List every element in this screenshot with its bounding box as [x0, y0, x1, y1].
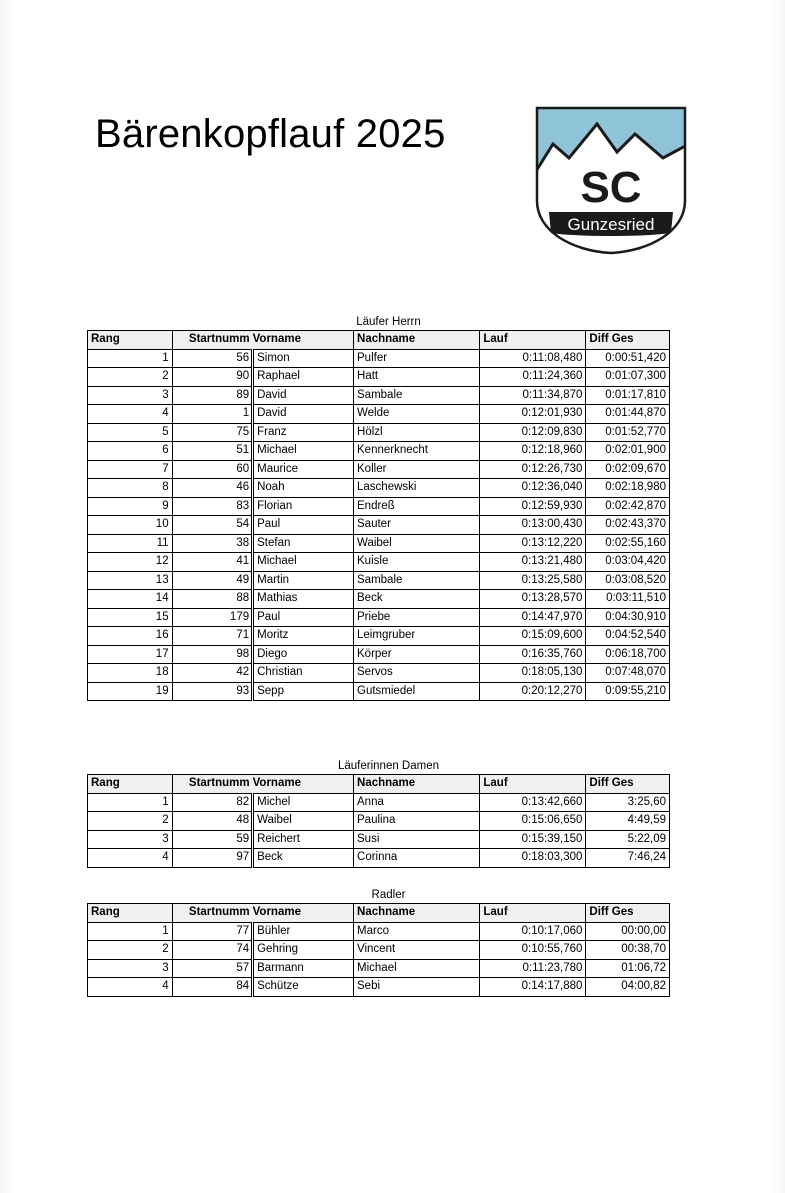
cell-startnummer: 84 [172, 978, 253, 997]
cell-lauf: 0:13:28,570 [480, 590, 586, 609]
cell-nachname: Corinna [354, 849, 480, 868]
table-row [88, 423, 670, 442]
cell-lauf: 0:11:24,360 [480, 368, 586, 387]
cell-vorname: Sepp [253, 682, 354, 701]
cell-vorname: Gehring [253, 941, 354, 960]
cell-rang: 5 [88, 423, 173, 442]
cell-rang: 17 [88, 645, 173, 664]
cell-rang: 1 [88, 922, 173, 941]
header-diff: Diff Ges [586, 775, 670, 794]
table-row [88, 553, 670, 572]
cell-startnummer: 1 [172, 405, 253, 424]
cell-lauf: 0:10:17,060 [480, 922, 586, 941]
cell-nachname: Susi [354, 830, 480, 849]
cell-nachname: Michael [354, 959, 480, 978]
section-laeufer-herrn [87, 315, 670, 701]
cell-vorname: Paul [253, 516, 354, 535]
cell-nachname: Laschewski [354, 479, 480, 498]
table-row [88, 978, 670, 997]
cell-nachname: Kennerknecht [354, 442, 480, 461]
header-lauf: Lauf [480, 904, 586, 923]
cell-startnummer: 74 [172, 941, 253, 960]
cell-lauf: 0:10:55,760 [480, 941, 586, 960]
header-rang: Rang [88, 775, 173, 794]
cell-vorname: Simon [253, 349, 354, 368]
cell-startnummer: 89 [172, 386, 253, 405]
cell-nachname: Endreß [354, 497, 480, 516]
cell-diff: 0:04:30,910 [586, 608, 670, 627]
cell-nachname: Leimgruber [354, 627, 480, 646]
cell-nachname: Koller [354, 460, 480, 479]
cell-lauf: 0:20:12,270 [480, 682, 586, 701]
cell-diff: 0:01:07,300 [586, 368, 670, 387]
header-rang: Rang [88, 331, 173, 350]
table-row [88, 849, 670, 868]
cell-nachname: Vincent [354, 941, 480, 960]
page-title: Bärenkopflauf 2025 [95, 112, 446, 156]
cell-lauf: 0:13:12,220 [480, 534, 586, 553]
table-header-row [88, 331, 670, 350]
cell-diff: 0:02:18,980 [586, 479, 670, 498]
cell-rang: 4 [88, 405, 173, 424]
cell-diff: 5:22,09 [586, 830, 670, 849]
table-row [88, 941, 670, 960]
cell-nachname: Waibel [354, 534, 480, 553]
cell-rang: 8 [88, 479, 173, 498]
cell-rang: 4 [88, 849, 173, 868]
cell-nachname: Sebi [354, 978, 480, 997]
cell-diff: 04:00,82 [586, 978, 670, 997]
cell-vorname: David [253, 405, 354, 424]
table-row [88, 386, 670, 405]
cell-diff: 0:04:52,540 [586, 627, 670, 646]
cell-rang: 12 [88, 553, 173, 572]
cell-lauf: 0:15:39,150 [480, 830, 586, 849]
cell-startnummer: 83 [172, 497, 253, 516]
cell-lauf: 0:11:34,870 [480, 386, 586, 405]
cell-nachname: Kuisle [354, 553, 480, 572]
cell-startnummer: 59 [172, 830, 253, 849]
section-title: Läufer Herrn [356, 316, 421, 328]
header-startnummer: Startnumm [172, 775, 253, 794]
cell-rang: 14 [88, 590, 173, 609]
cell-diff: 0:03:04,420 [586, 553, 670, 572]
cell-vorname: Raphael [253, 368, 354, 387]
cell-startnummer: 75 [172, 423, 253, 442]
cell-diff: 0:02:55,160 [586, 534, 670, 553]
cell-diff: 0:02:43,370 [586, 516, 670, 535]
cell-rang: 2 [88, 941, 173, 960]
table-row [88, 590, 670, 609]
cell-rang: 3 [88, 386, 173, 405]
cell-diff: 01:06,72 [586, 959, 670, 978]
cell-rang: 4 [88, 978, 173, 997]
cell-vorname: Mathias [253, 590, 354, 609]
cell-rang: 13 [88, 571, 173, 590]
cell-nachname: Sambale [354, 386, 480, 405]
cell-nachname: Anna [354, 793, 480, 812]
table-row [88, 516, 670, 535]
cell-startnummer: 56 [172, 349, 253, 368]
cell-diff: 0:02:09,670 [586, 460, 670, 479]
cell-startnummer: 54 [172, 516, 253, 535]
cell-startnummer: 179 [172, 608, 253, 627]
cell-lauf: 0:14:47,970 [480, 608, 586, 627]
cell-vorname: Michael [253, 553, 354, 572]
cell-startnummer: 82 [172, 793, 253, 812]
club-logo [535, 106, 687, 256]
cell-vorname: Schütze [253, 978, 354, 997]
cell-diff: 0:01:44,870 [586, 405, 670, 424]
header-vorname: Vorname [253, 775, 354, 794]
cell-vorname: Bühler [253, 922, 354, 941]
results-table [87, 330, 670, 701]
cell-startnummer: 41 [172, 553, 253, 572]
table-row [88, 627, 670, 646]
cell-diff: 0:01:52,770 [586, 423, 670, 442]
cell-diff: 0:03:11,510 [586, 590, 670, 609]
cell-rang: 1 [88, 793, 173, 812]
cell-diff: 0:09:55,210 [586, 682, 670, 701]
cell-vorname: David [253, 386, 354, 405]
cell-diff: 00:38,70 [586, 941, 670, 960]
cell-startnummer: 38 [172, 534, 253, 553]
cell-nachname: Marco [354, 922, 480, 941]
header-startnummer: Startnumm [172, 331, 253, 350]
cell-rang: 18 [88, 664, 173, 683]
section-title: Radler [371, 889, 406, 901]
cell-vorname: Moritz [253, 627, 354, 646]
cell-nachname: Körper [354, 645, 480, 664]
cell-lauf: 0:18:03,300 [480, 849, 586, 868]
table-row [88, 682, 670, 701]
cell-vorname: Michel [253, 793, 354, 812]
cell-rang: 2 [88, 812, 173, 831]
cell-rang: 10 [88, 516, 173, 535]
table-row [88, 442, 670, 461]
cell-diff: 0:01:17,810 [586, 386, 670, 405]
results-table [87, 774, 670, 868]
cell-lauf: 0:12:26,730 [480, 460, 586, 479]
cell-lauf: 0:12:59,930 [480, 497, 586, 516]
cell-vorname: Beck [253, 849, 354, 868]
cell-nachname: Sauter [354, 516, 480, 535]
cell-startnummer: 49 [172, 571, 253, 590]
sc-gunzesried-logo [535, 106, 687, 256]
table-row [88, 645, 670, 664]
cell-diff: 0:02:42,870 [586, 497, 670, 516]
table-row [88, 571, 670, 590]
table-header-row [88, 775, 670, 794]
cell-lauf: 0:16:35,760 [480, 645, 586, 664]
cell-rang: 3 [88, 830, 173, 849]
cell-rang: 16 [88, 627, 173, 646]
table-header-row [88, 904, 670, 923]
cell-lauf: 0:12:01,930 [480, 405, 586, 424]
cell-diff: 7:46,24 [586, 849, 670, 868]
cell-startnummer: 90 [172, 368, 253, 387]
table-row [88, 349, 670, 368]
cell-diff: 0:02:01,900 [586, 442, 670, 461]
table-row [88, 368, 670, 387]
section-laeuferinnen-damen [87, 759, 670, 868]
cell-lauf: 0:12:09,830 [480, 423, 586, 442]
cell-vorname: Diego [253, 645, 354, 664]
cell-startnummer: 42 [172, 664, 253, 683]
cell-rang: 7 [88, 460, 173, 479]
cell-diff: 0:07:48,070 [586, 664, 670, 683]
cell-startnummer: 88 [172, 590, 253, 609]
header-rang: Rang [88, 904, 173, 923]
table-row [88, 922, 670, 941]
cell-vorname: Martin [253, 571, 354, 590]
cell-vorname: Florian [253, 497, 354, 516]
cell-startnummer: 97 [172, 849, 253, 868]
cell-lauf: 0:11:23,780 [480, 959, 586, 978]
cell-vorname: Noah [253, 479, 354, 498]
header-nachname: Nachname [354, 775, 480, 794]
cell-startnummer: 51 [172, 442, 253, 461]
cell-lauf: 0:13:42,660 [480, 793, 586, 812]
cell-vorname: Maurice [253, 460, 354, 479]
cell-diff: 4:49,59 [586, 812, 670, 831]
logo-text-gunzesried: Gunzesried [567, 215, 655, 234]
cell-diff: 0:06:18,700 [586, 645, 670, 664]
cell-nachname: Priebe [354, 608, 480, 627]
cell-rang: 2 [88, 368, 173, 387]
cell-rang: 11 [88, 534, 173, 553]
header-diff: Diff Ges [586, 904, 670, 923]
cell-vorname: Michael [253, 442, 354, 461]
cell-lauf: 0:15:09,600 [480, 627, 586, 646]
cell-startnummer: 46 [172, 479, 253, 498]
results-table [87, 903, 670, 997]
header-nachname: Nachname [354, 904, 480, 923]
cell-startnummer: 98 [172, 645, 253, 664]
cell-startnummer: 48 [172, 812, 253, 831]
header-lauf: Lauf [480, 331, 586, 350]
cell-rang: 1 [88, 349, 173, 368]
table-row [88, 608, 670, 627]
table-row [88, 793, 670, 812]
cell-lauf: 0:11:08,480 [480, 349, 586, 368]
section-title: Läuferinnen Damen [337, 760, 439, 772]
cell-startnummer: 71 [172, 627, 253, 646]
cell-lauf: 0:14:17,880 [480, 978, 586, 997]
header-vorname: Vorname [253, 904, 354, 923]
cell-vorname: Paul [253, 608, 354, 627]
cell-lauf: 0:12:18,960 [480, 442, 586, 461]
header-nachname: Nachname [354, 331, 480, 350]
cell-lauf: 0:12:36,040 [480, 479, 586, 498]
logo-text-sc: SC [580, 163, 642, 212]
cell-vorname: Stefan [253, 534, 354, 553]
header-startnummer: Startnumm [172, 904, 253, 923]
cell-lauf: 0:13:25,580 [480, 571, 586, 590]
cell-vorname: Franz [253, 423, 354, 442]
section-radler [87, 888, 670, 997]
cell-nachname: Welde [354, 405, 480, 424]
cell-startnummer: 77 [172, 922, 253, 941]
cell-nachname: Hatt [354, 368, 480, 387]
cell-lauf: 0:15:06,650 [480, 812, 586, 831]
cell-nachname: Sambale [354, 571, 480, 590]
cell-lauf: 0:13:21,480 [480, 553, 586, 572]
cell-lauf: 0:18:05,130 [480, 664, 586, 683]
table-row [88, 479, 670, 498]
cell-nachname: Gutsmiedel [354, 682, 480, 701]
table-row [88, 830, 670, 849]
cell-vorname: Christian [253, 664, 354, 683]
table-row [88, 812, 670, 831]
cell-nachname: Hölzl [354, 423, 480, 442]
cell-diff: 0:03:08,520 [586, 571, 670, 590]
cell-diff: 00:00,00 [586, 922, 670, 941]
cell-diff: 0:00:51,420 [586, 349, 670, 368]
cell-nachname: Beck [354, 590, 480, 609]
cell-nachname: Paulina [354, 812, 480, 831]
table-row [88, 664, 670, 683]
cell-rang: 9 [88, 497, 173, 516]
cell-startnummer: 93 [172, 682, 253, 701]
header-lauf: Lauf [480, 775, 586, 794]
cell-nachname: Pulfer [354, 349, 480, 368]
table-row [88, 497, 670, 516]
table-row [88, 405, 670, 424]
cell-rang: 3 [88, 959, 173, 978]
cell-rang: 6 [88, 442, 173, 461]
cell-nachname: Servos [354, 664, 480, 683]
cell-rang: 19 [88, 682, 173, 701]
cell-rang: 15 [88, 608, 173, 627]
table-row [88, 534, 670, 553]
cell-vorname: Waibel [253, 812, 354, 831]
header-vorname: Vorname [253, 331, 354, 350]
cell-startnummer: 57 [172, 959, 253, 978]
cell-lauf: 0:13:00,430 [480, 516, 586, 535]
header-diff: Diff Ges [586, 331, 670, 350]
table-row [88, 959, 670, 978]
cell-vorname: Reichert [253, 830, 354, 849]
cell-startnummer: 60 [172, 460, 253, 479]
cell-diff: 3:25,60 [586, 793, 670, 812]
table-row [88, 460, 670, 479]
cell-vorname: Barmann [253, 959, 354, 978]
